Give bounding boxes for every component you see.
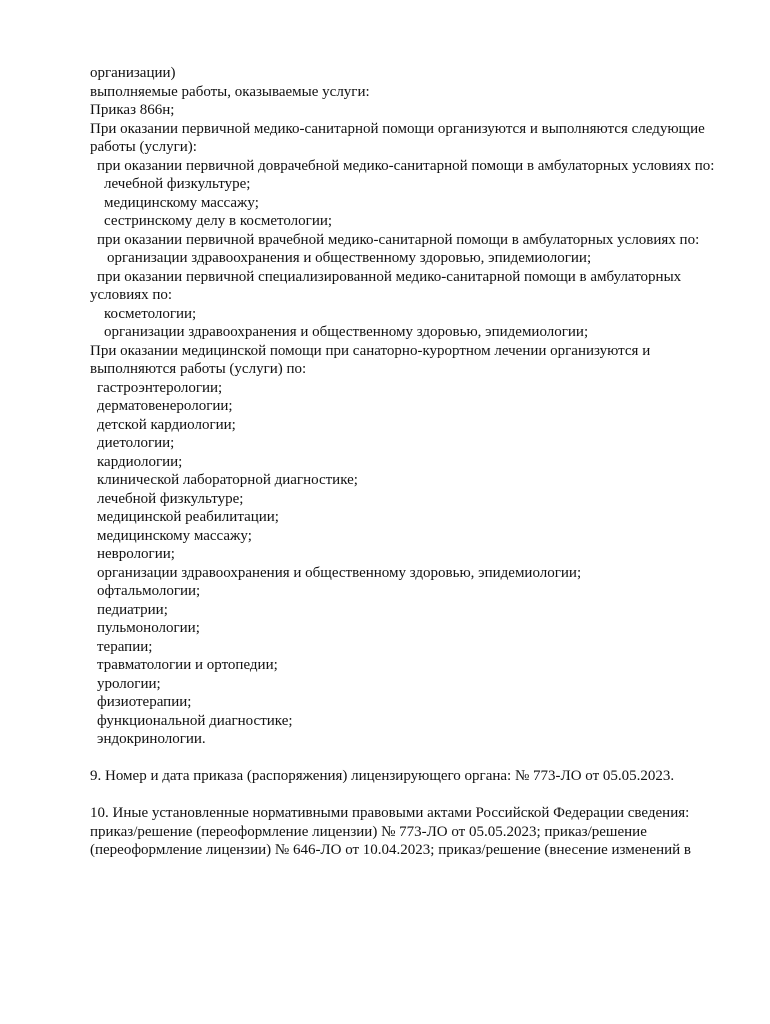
primary-section-item: организации здравоохранения и общественному здоровью, эпидемиологии;: [104, 324, 589, 340]
sanatorium-item: лечебной физкультуре;: [97, 490, 244, 507]
sanatorium-item: медицинской реабилитации;: [97, 509, 279, 525]
sanatorium-item: урологии;: [97, 675, 161, 692]
sanatorium-item: функциональной диагностике;: [97, 712, 293, 729]
sanatorium-list: [90, 379, 730, 749]
text-line: выполняемые работы, оказываемые услуги:: [90, 83, 370, 100]
sanatorium-item: терапии;: [97, 638, 153, 655]
primary-section-item: сестринскому делу в косметологии;: [104, 213, 333, 229]
sanatorium-item: диетологии;: [97, 435, 175, 451]
sanatorium-item: дерматовенерологии;: [97, 398, 233, 414]
sanatorium-item: пульмонологии;: [97, 620, 200, 636]
primary-section-item: лечебной физкультуре;: [104, 176, 251, 192]
spacer: [90, 786, 730, 805]
sanatorium-item: гастроэнтерологии;: [97, 379, 223, 396]
sanatorium-item: неврологии;: [97, 546, 175, 562]
sanatorium-item: детской кардиологии;: [97, 416, 236, 433]
sanatorium-item: организации здравоохранения и общественному здоровью, эпидемиологии;: [97, 564, 582, 581]
sanatorium-item: педиатрии;: [97, 601, 168, 618]
sanatorium-item: травматологии и ортопедии;: [97, 657, 278, 673]
sanatorium-intro: При оказании медицинской помощи при санаторно-курортном лечении организуются и выполняются работы (услуги) по:: [90, 342, 651, 377]
primary-section-item: медицинскому массажу;: [104, 194, 259, 211]
sanatorium-item: кардиологии;: [97, 453, 183, 470]
sanatorium-item: эндокринологии.: [97, 731, 206, 747]
primary-section-heading: при оказании первичной врачебной медико-санитарной помощи в амбулаторных условиях по:: [97, 231, 700, 248]
text-line: организации): [90, 65, 176, 81]
primary-section-heading: при оказании первичной доврачебной медико-санитарной помощи в амбулаторных условиях по:: [97, 157, 715, 174]
primary-care-intro: При оказании первичной медико-санитарной помощи организуются и выполняются следующие работы (услуги):: [90, 120, 705, 155]
primary-section-item: организации здравоохранения и общественному здоровью, эпидемиологии;: [107, 250, 592, 266]
document-page: [90, 64, 730, 860]
sanatorium-item: офтальмологии;: [97, 583, 201, 599]
item-10: 10. Иные установленные нормативными правовыми актами Российской Федерации сведения: приказ/решение (переоформление лицензии) № 773-ЛО от 05.05.2023; приказ/решение (переоформление лицензии) № 646-ЛО от 10.04.2023; приказ/решение (внесение изменений в: [90, 805, 691, 858]
sanatorium-item: клинической лабораторной диагностике;: [97, 472, 358, 488]
sanatorium-item: медицинскому массажу;: [97, 527, 252, 544]
primary-section-heading: при оказании первичной специализированной медико-санитарной помощи в амбулаторных условиях по:: [90, 268, 682, 303]
item-9: 9. Номер и дата приказа (распоряжения) лицензирующего органа: № 773-ЛО от 05.05.2023.: [90, 768, 675, 784]
spacer: [90, 749, 730, 768]
text-line: Приказ 866н;: [90, 102, 175, 118]
primary-section-item: косметологии;: [104, 305, 197, 322]
sanatorium-item: физиотерапии;: [97, 694, 192, 710]
